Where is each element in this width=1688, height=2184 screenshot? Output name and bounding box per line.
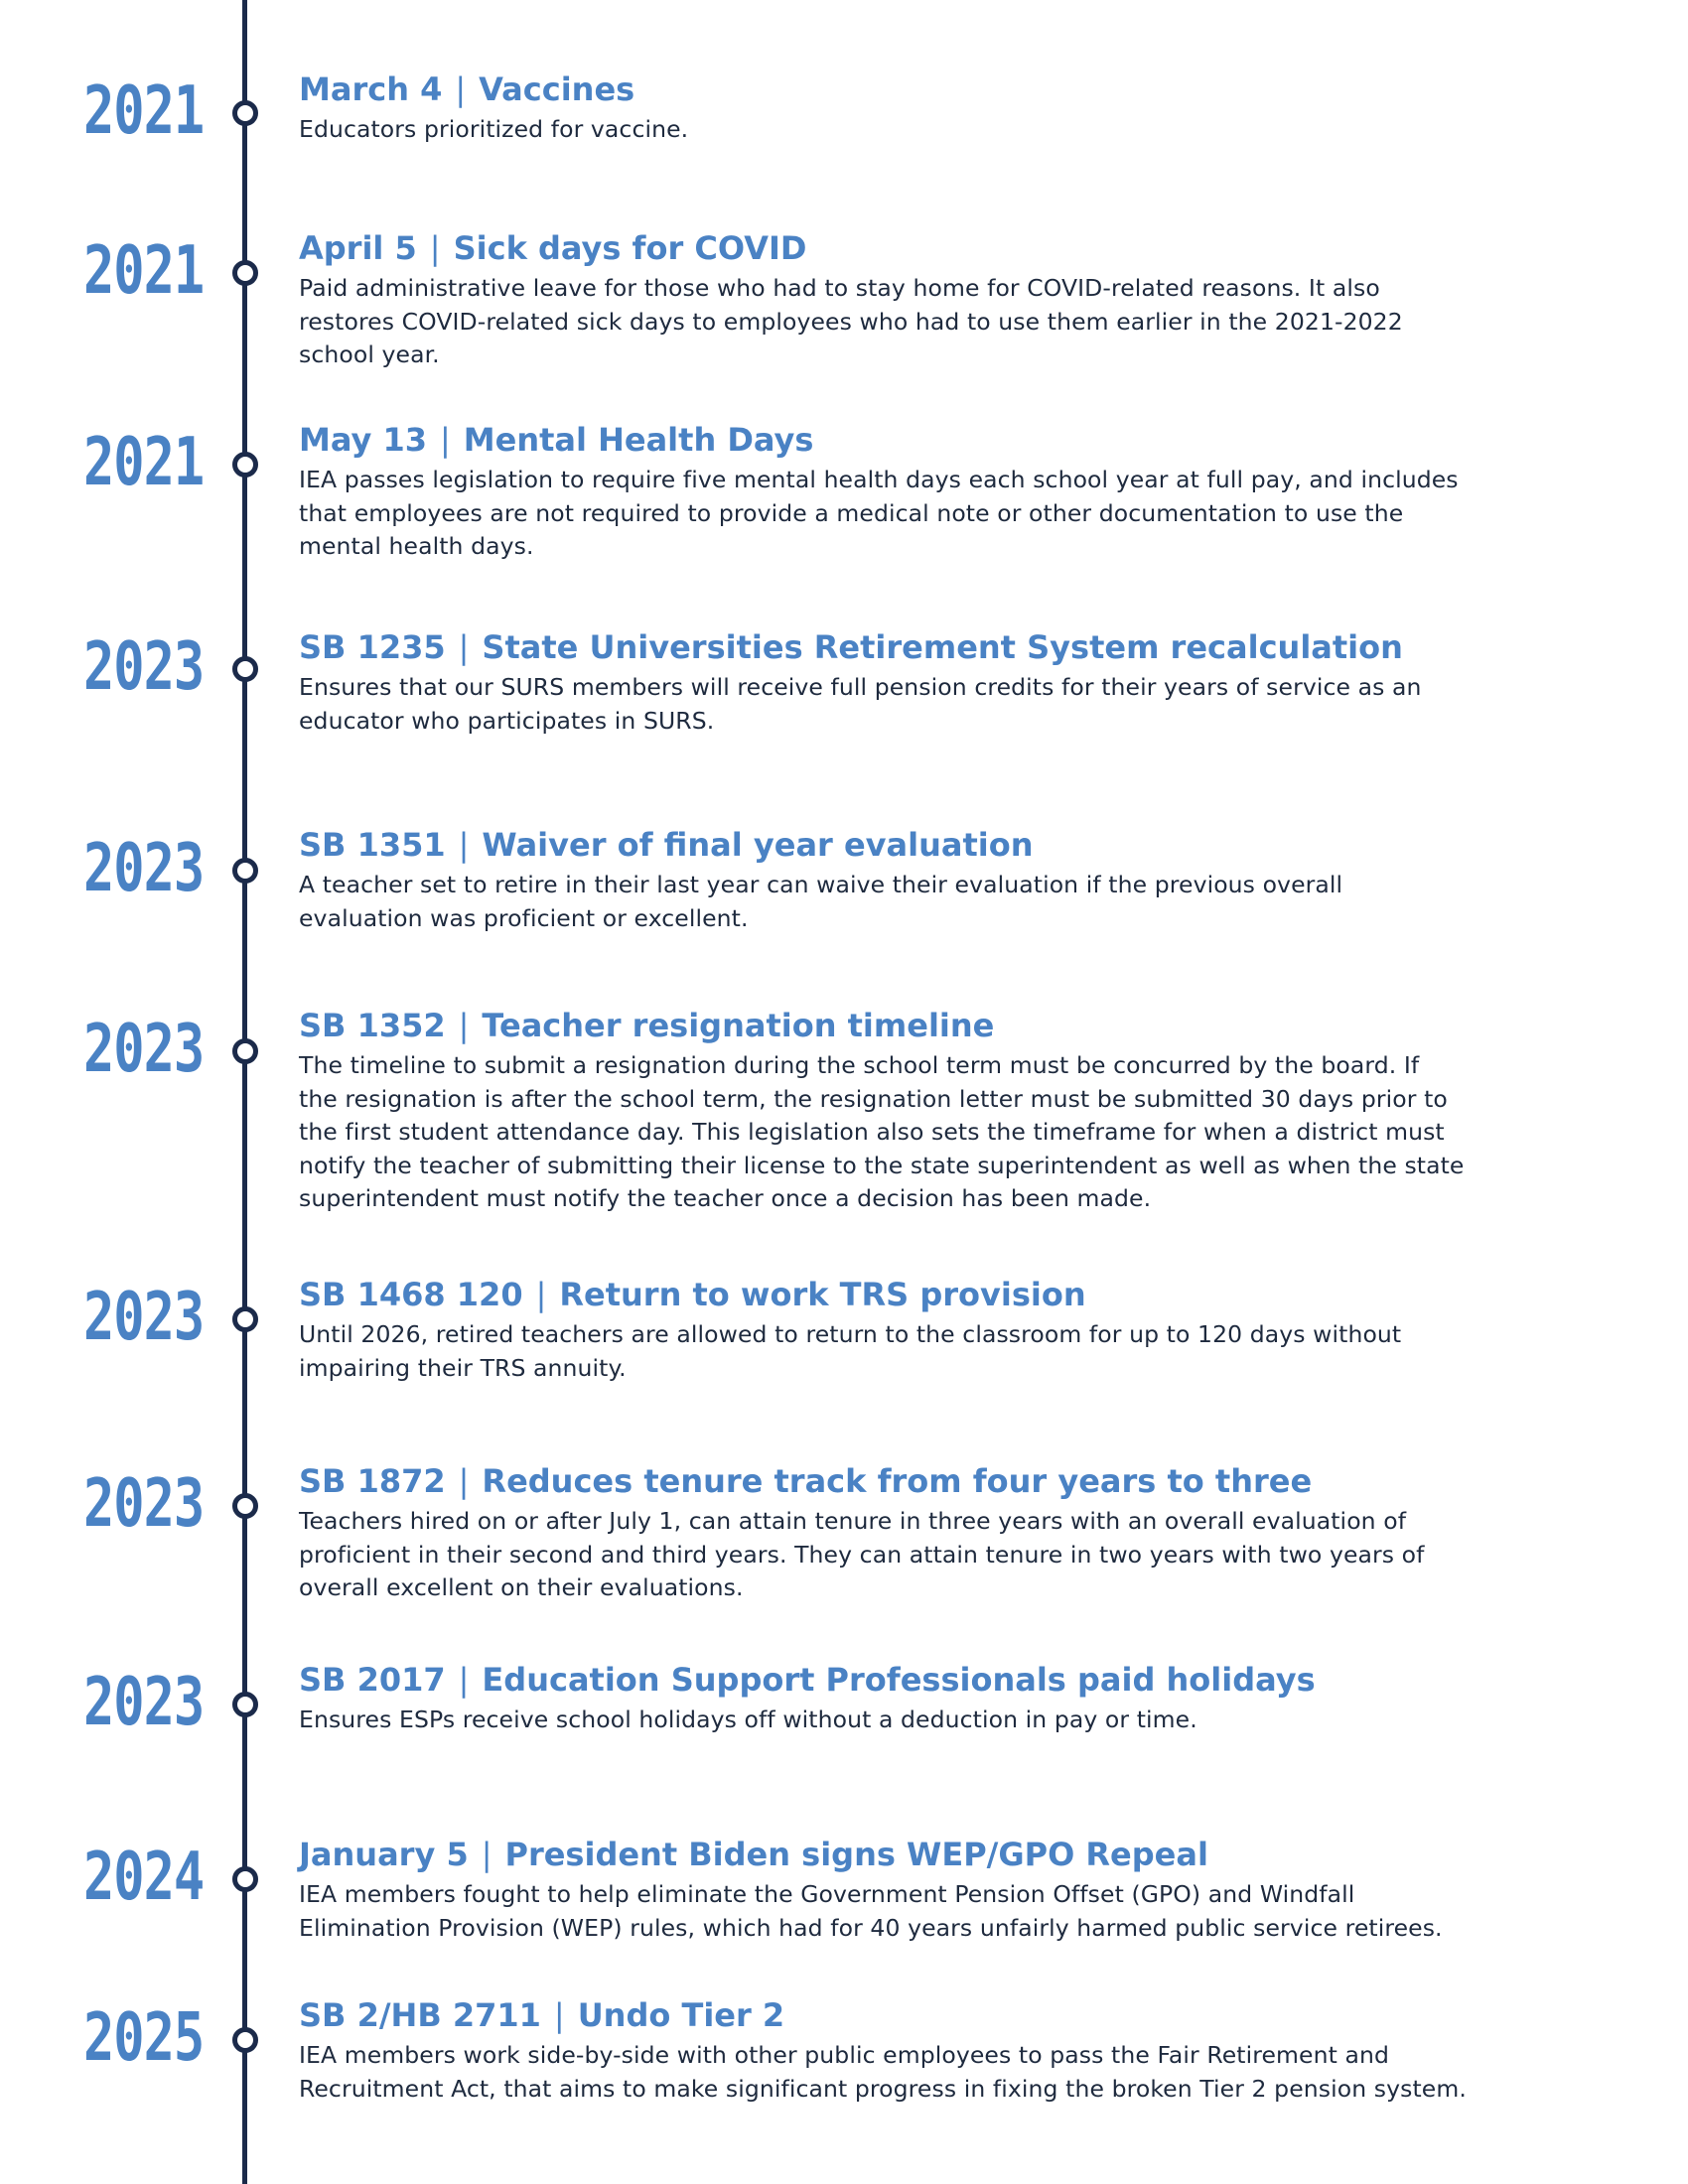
entry-content: [299, 825, 1530, 935]
description-line: IEA passes legislation to require five mental health days each school year at full pay, and includes: [299, 466, 1459, 493]
entry-description: [299, 272, 1530, 372]
description-line: Teachers hired on or after July 1, can attain tenure in three years with an overall evaluation of: [299, 1507, 1407, 1535]
entry-heading: [299, 1006, 1530, 1045]
description-line: that employees are not required to provide a medical note or other documentation to use the: [299, 498, 1404, 527]
entry-heading: [299, 228, 1530, 268]
description-line: Until 2026, retired teachers are allowed to return to the classroom for up to 120 days without: [299, 1320, 1402, 1348]
description-line: evaluation was proficient or excellent.: [299, 903, 749, 932]
description-line: Recruitment Act, that aims to make significant progress in fixing the broken Tier 2 pension system.: [299, 2074, 1467, 2103]
entry-title: Waiver of final year evaluation: [482, 826, 1034, 864]
timeline-marker-icon: [232, 100, 258, 126]
entry-description: [299, 1318, 1530, 1385]
entry-date: SB 2/HB 2711: [299, 1996, 541, 2034]
entry-date: January 5: [299, 1836, 469, 1873]
entry-title: Sick days for COVID: [453, 229, 807, 267]
entry-heading: [299, 1461, 1530, 1501]
entry-description: [299, 671, 1530, 738]
entry-year: 2023: [83, 1011, 205, 1088]
entry-content: [299, 1461, 1530, 1605]
heading-separator: |: [481, 1836, 492, 1873]
description-line: superintendent must notify the teacher once a decision has been made.: [299, 1184, 1152, 1212]
entry-heading: [299, 1275, 1530, 1314]
heading-separator: |: [455, 70, 467, 108]
timeline-marker-icon: [232, 1493, 258, 1519]
entry-title: President Biden signs WEP/GPO Repeal: [504, 1836, 1208, 1873]
heading-separator: |: [535, 1276, 547, 1313]
entry-content: [299, 1006, 1530, 1216]
entry-title: Mental Health Days: [463, 421, 814, 459]
entry-date: SB 1351: [299, 826, 446, 864]
entry-description: [299, 1878, 1530, 1945]
entry-description: [299, 2039, 1530, 2106]
description-line: school year.: [299, 341, 440, 368]
entry-year: 2023: [83, 628, 205, 706]
entry-description: [299, 1704, 1530, 1737]
heading-separator: |: [429, 229, 441, 267]
entry-title: Teacher resignation timeline: [482, 1007, 995, 1044]
description-line: Paid administrative leave for those who had to stay home for COVID-related reasons. It also: [299, 274, 1380, 302]
entry-content: [299, 1995, 1530, 2106]
timeline-marker-icon: [232, 2027, 258, 2053]
description-line: A teacher set to retire in their last year can waive their evaluation if the previous overall: [299, 871, 1343, 898]
timeline-marker-icon: [232, 656, 258, 682]
entry-description: [299, 869, 1530, 935]
entry-title: State Universities Retirement System recalculation: [482, 628, 1403, 666]
description-line: mental health days.: [299, 532, 534, 560]
description-line: Elimination Provision (WEP) rules, which had for 40 years unfairly harmed public service retirees.: [299, 1913, 1443, 1942]
entry-content: [299, 228, 1530, 372]
entry-year: 2024: [83, 1839, 205, 1916]
timeline-marker-icon: [232, 260, 258, 286]
entry-content: [299, 1660, 1530, 1737]
entry-description: [299, 1049, 1530, 1216]
entry-title: Return to work TRS provision: [559, 1276, 1086, 1313]
entry-content: [299, 1835, 1530, 1945]
description-line: overall excellent on their evaluations.: [299, 1573, 744, 1601]
description-line: Ensures that our SURS members will receive full pension credits for their years of service as an: [299, 673, 1422, 701]
entry-content: [299, 1275, 1530, 1385]
entry-description: [299, 464, 1530, 564]
description-line: the first student attendance day. This legislation also sets the timeframe for when a district must: [299, 1118, 1445, 1146]
entry-description: [299, 113, 1530, 147]
description-line: impairing their TRS annuity.: [299, 1353, 627, 1382]
entry-content: [299, 420, 1530, 564]
entry-year: 2023: [83, 1465, 205, 1543]
entry-date: SB 1352: [299, 1007, 446, 1044]
timeline-marker-icon: [232, 1866, 258, 1892]
entry-year: 2023: [83, 1279, 205, 1356]
heading-separator: |: [439, 421, 451, 459]
description-line: IEA members work side-by-side with other public employees to pass the Fair Retirement and: [299, 2041, 1389, 2069]
entry-title: Education Support Professionals paid holidays: [482, 1661, 1316, 1699]
entry-year: 2023: [83, 830, 205, 907]
entry-title: Vaccines: [479, 70, 635, 108]
heading-separator: |: [458, 1462, 470, 1500]
description-line: educator who participates in SURS.: [299, 706, 715, 735]
timeline-marker-icon: [232, 452, 258, 478]
entry-year: 2023: [83, 1664, 205, 1741]
description-line: proficient in their second and third years. They can attain tenure in two years with two years of: [299, 1540, 1425, 1569]
entry-year: 2025: [83, 1999, 205, 2077]
timeline-marker-icon: [232, 858, 258, 884]
description-line: The timeline to submit a resignation during the school term must be concurred by the board. If: [299, 1051, 1420, 1079]
entry-date: March 4: [299, 70, 443, 108]
description-line: IEA members fought to help eliminate the Government Pension Offset (GPO) and Windfall: [299, 1880, 1355, 1908]
entry-description: [299, 1505, 1530, 1605]
entry-year: 2021: [83, 424, 205, 501]
entry-year: 2021: [83, 232, 205, 310]
heading-separator: |: [553, 1996, 565, 2034]
entry-heading: [299, 420, 1530, 460]
timeline-marker-icon: [232, 1692, 258, 1717]
entry-heading: [299, 1995, 1530, 2035]
entry-date: May 13: [299, 421, 427, 459]
description-line: notify the teacher of submitting their license to the state superintendent as well as when the state: [299, 1151, 1465, 1179]
heading-separator: |: [458, 826, 470, 864]
entry-title: Reduces tenure track from four years to three: [482, 1462, 1313, 1500]
entry-date: April 5: [299, 229, 417, 267]
entry-heading: [299, 1835, 1530, 1874]
heading-separator: |: [458, 628, 470, 666]
timeline-marker-icon: [232, 1306, 258, 1332]
description-line: Ensures ESPs receive school holidays off without a deduction in pay or time.: [299, 1706, 1197, 1733]
timeline-line: [242, 0, 247, 2184]
entry-heading: [299, 1660, 1530, 1700]
entry-date: SB 1468 120: [299, 1276, 523, 1313]
heading-separator: |: [458, 1007, 470, 1044]
entry-year: 2021: [83, 72, 205, 150]
heading-separator: |: [458, 1661, 470, 1699]
entry-date: SB 1872: [299, 1462, 446, 1500]
timeline-marker-icon: [232, 1038, 258, 1064]
entry-heading: [299, 627, 1530, 667]
description-line: the resignation is after the school term, the resignation letter must be submitted 30 days prior to: [299, 1084, 1448, 1113]
entry-content: [299, 69, 1530, 147]
entry-title: Undo Tier 2: [577, 1996, 785, 2034]
entry-content: [299, 627, 1530, 738]
entry-date: SB 2017: [299, 1661, 446, 1699]
entry-date: SB 1235: [299, 628, 446, 666]
entry-heading: [299, 69, 1530, 109]
entry-heading: [299, 825, 1530, 865]
description-line: Educators prioritized for vaccine.: [299, 115, 689, 143]
description-line: restores COVID-related sick days to employees who had to use them earlier in the 2021-2022: [299, 307, 1403, 336]
